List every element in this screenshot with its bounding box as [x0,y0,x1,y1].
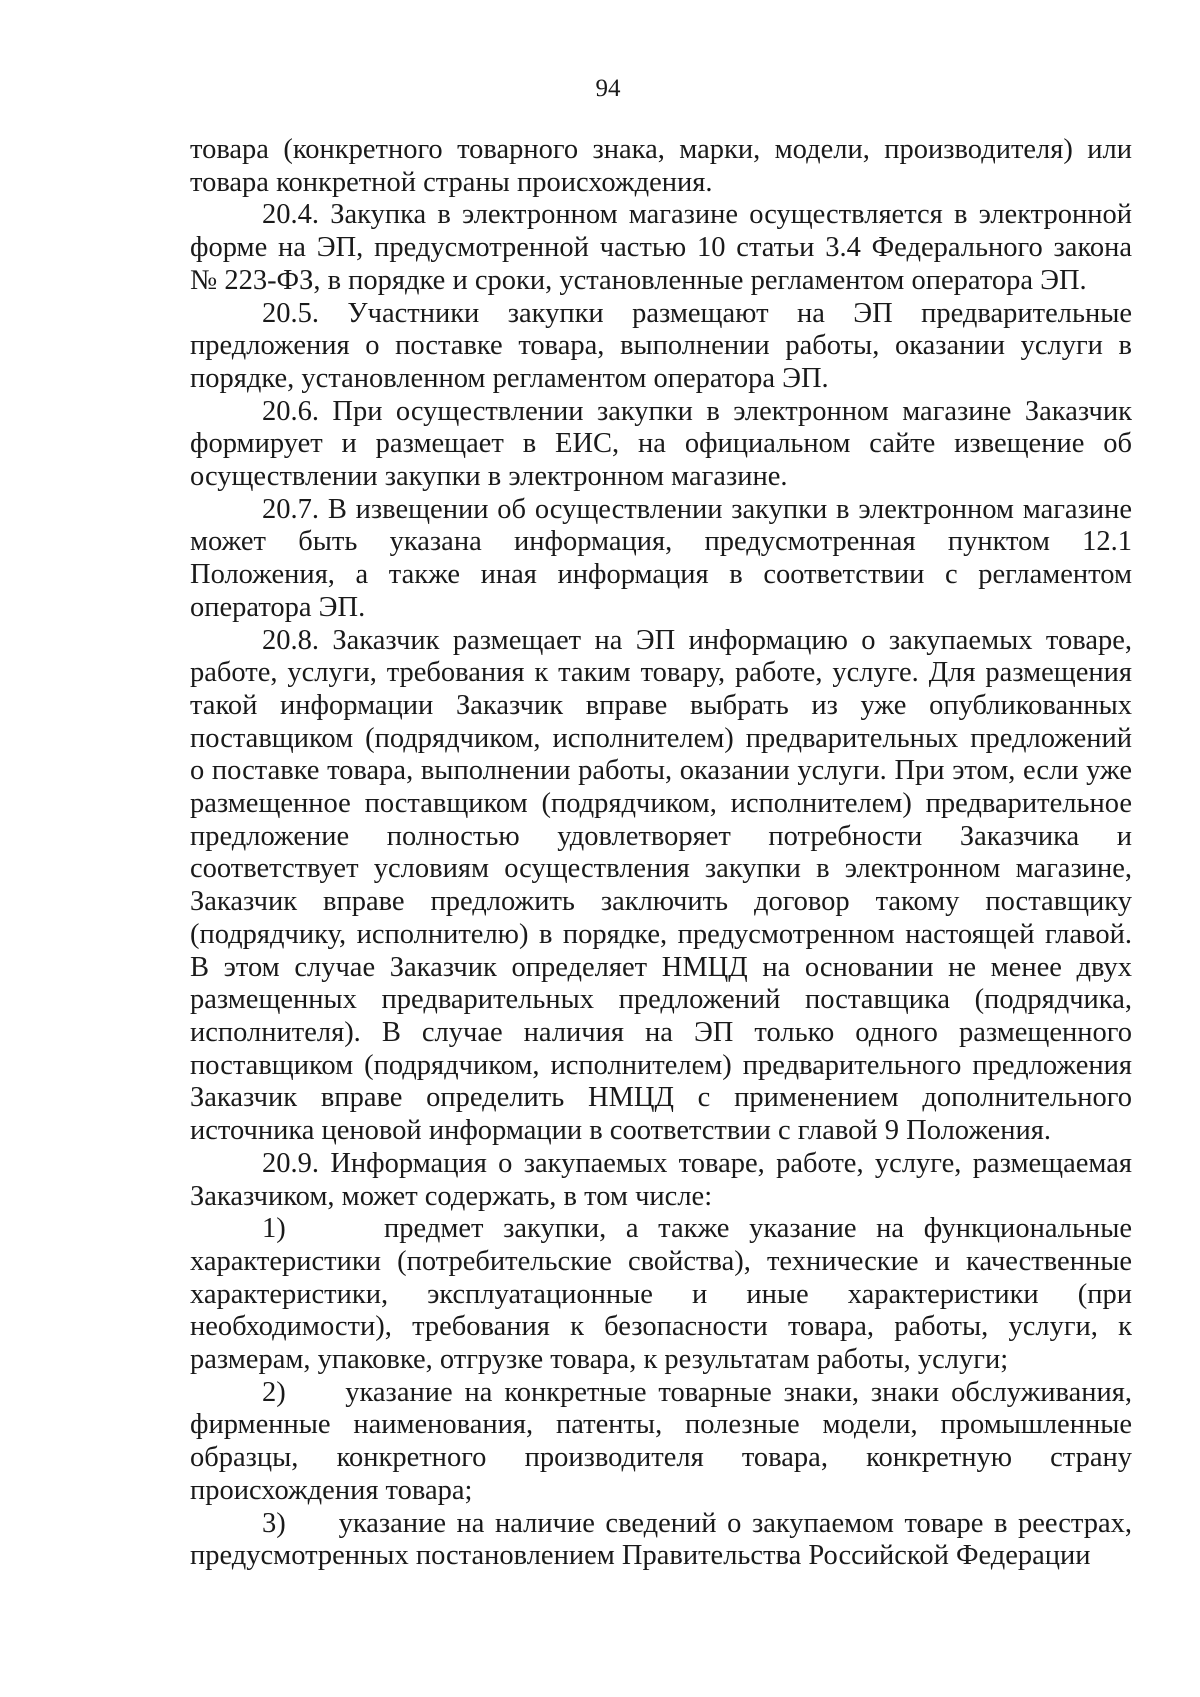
paragraph-20-7: 20.7. В извещении об осуществлении закупки в электронном магазине может быть указана информация, предусмотренная пунктом 12.1 Положения, а также иная информация в соответствии с регламентом оператора ЭП. [190,493,1132,623]
paragraph-20-8: 20.8. Заказчик размещает на ЭП информацию о закупаемых товаре, работе, услуги, требования к таким товару, работе, услуге. Для размещения такой информации Заказчик вправе выбрать из уже опубликованных поставщиком (подрядчиком, исполнителем) предварительных предложений о поставке товара, выполнении работы, оказании услуги. При этом, если уже размещенное поставщиком (подрядчиком, исполнителем) предварительное предложение полностью удовлетворяет потребности Заказчика и соответствует условиям осуществления закупки в электронном магазине, Заказчик вправе предложить заключить договор такому поставщику (подрядчику, исполнителю) в порядке, предусмотренном настоящей главой. В этом случае Заказчик определяет НМЦД на основании не менее двух размещенных предварительных предложений поставщика (подрядчика, исполнителя). В случае наличия на ЭП только одного размещенного поставщиком (подрядчиком, исполнителем) предварительного предложения Заказчик вправе определить НМЦД с применением дополнительного источника ценовой информации в соответствии с главой 9 Положения. [190,624,1132,1147]
paragraph-continuation: товара (конкретного товарного знака, марки, модели, производителя) или товара конкретной страны происхождения. [190,134,1132,198]
paragraph-20-4: 20.4. Закупка в электронном магазине осуществляется в электронной форме на ЭП, предусмотренной частью 10 статьи 3.4 Федерального закона № 223-ФЗ, в порядке и сроки, установленные регламентом оператора ЭП. [190,199,1132,296]
document-body [190,134,1132,1573]
paragraph-20-5: 20.5. Участники закупки размещают на ЭП предварительные предложения о поставке товара, выполнении работы, оказании услуги в порядке, установленном регламентом оператора ЭП. [190,297,1132,394]
list-item-1: 1) предмет закупки, а также указание на функциональные характеристики (потребительские свойства), технические и качественные характеристики, эксплуатационные и иные характеристики (при необходимости), требования к безопасности товара, работы, услуги, к размерам, упаковке, отгрузке товара, к результатам работы, услуги; [190,1213,1132,1376]
paragraph-20-6: 20.6. При осуществлении закупки в электронном магазине Заказчик формирует и размещает в ЕИС, на официальном сайте извещение об осуществлении закупки в электронном магазине. [190,395,1132,493]
list-item-2: 2) указание на конкретные товарные знаки, знаки обслуживания, фирменные наименования, патенты, полезные модели, промышленные образцы, конкретного производителя товара, конкретную страну происхождения товара; [190,1376,1132,1506]
list-item-3: 3) указание на наличие сведений о закупаемом товаре в реестрах, предусмотренных постановлением Правительства Российской Федерации [190,1507,1132,1572]
page-number: 94 [595,75,621,102]
paragraph-20-9: 20.9. Информация о закупаемых товаре, работе, услуге, размещаемая Заказчиком, может содержать, в том числе: [190,1147,1132,1212]
